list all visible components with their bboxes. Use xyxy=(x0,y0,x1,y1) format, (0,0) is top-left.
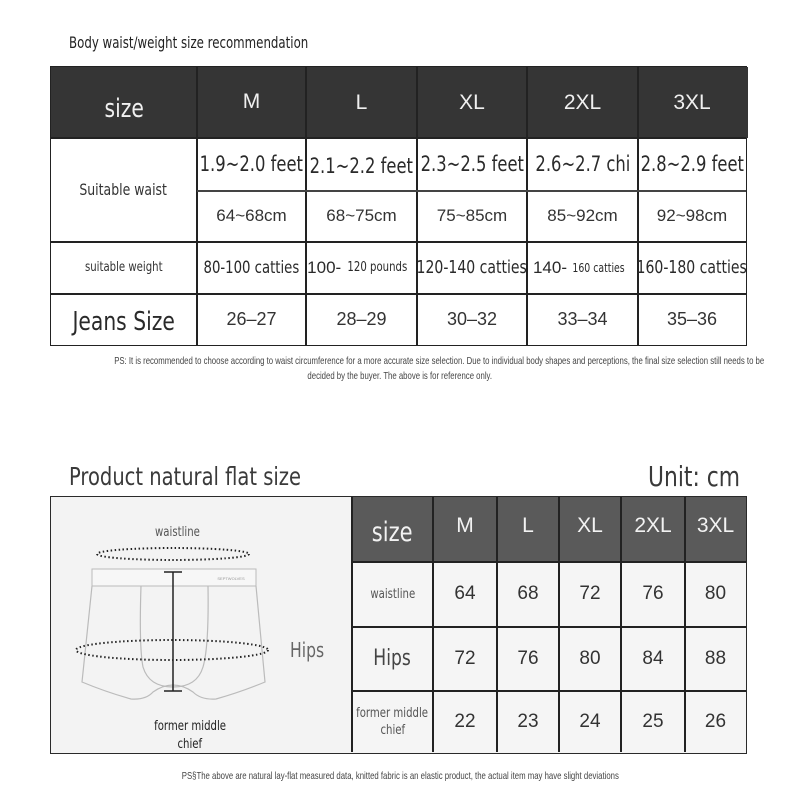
rise-l: 23 xyxy=(497,691,559,752)
weight-m: 80-100 catties xyxy=(203,257,300,278)
divider xyxy=(684,497,686,752)
rise-label: former middle chief xyxy=(154,719,226,752)
waist-feet-2xl: 2.6~2.7 chi xyxy=(535,152,630,176)
waist-feet-m: 1.9~2.0 feet xyxy=(199,152,304,176)
hips-3xl: 88 xyxy=(685,627,746,690)
measurement-diagram xyxy=(51,497,352,752)
size-header-m: M xyxy=(197,67,306,138)
waist-cm-3xl: 92~98cm xyxy=(656,206,728,225)
waist-cm-2xl: 85~92cm xyxy=(547,206,618,225)
jeans-xl: 30–32 xyxy=(446,309,498,329)
waistline-3xl: 80 xyxy=(685,562,746,626)
divider xyxy=(620,497,622,752)
hips-l: 76 xyxy=(497,627,559,690)
waistline-2xl: 76 xyxy=(621,562,685,626)
hips-row-label: Hips xyxy=(352,627,433,690)
rise-xl: 24 xyxy=(559,691,621,752)
flat-size-title: Product natural flat size xyxy=(69,462,302,491)
hips-m: 72 xyxy=(433,627,497,690)
size-header-l: L xyxy=(497,497,559,561)
waist-cm-xl: 75~85cm xyxy=(436,206,508,225)
divider xyxy=(496,497,498,752)
flat-size-table xyxy=(50,496,747,754)
suitable-waist-label: Suitable waist xyxy=(79,180,168,199)
rise-row-label: former middle chief xyxy=(352,691,433,752)
jeans-2xl: 33–34 xyxy=(557,309,608,329)
waistline-label: waistline xyxy=(155,525,200,540)
waistline-l: 68 xyxy=(497,562,559,626)
recommendation-note: PS: It is recommended to choose according to waist circumference for a more accurate size selection. Due to individual body shapes and perceptions, the final size selection still needs to be decided by the buyer. The above is for reference only. xyxy=(114,355,765,382)
size-header-3xl: 3XL xyxy=(638,67,746,138)
jeans-m: 26–27 xyxy=(226,309,277,329)
hips-xl: 80 xyxy=(559,627,621,690)
divider xyxy=(352,561,746,563)
divider xyxy=(558,497,560,752)
rise-3xl: 26 xyxy=(685,691,746,752)
size-header-label: size xyxy=(51,67,197,138)
waist-feet-l: 2.1~2.2 feet xyxy=(309,154,414,178)
flat-size-grid xyxy=(352,497,746,752)
waist-cm-l: 68~75cm xyxy=(326,206,397,225)
size-recommendation-title: Body waist/weight size recommendation xyxy=(69,33,309,52)
size-header-3xl: 3XL xyxy=(685,497,746,561)
hips-label: Hips xyxy=(290,638,325,662)
size-header-2xl: 2XL xyxy=(527,67,638,138)
rise-2xl: 25 xyxy=(621,691,685,752)
rise-m: 22 xyxy=(433,691,497,752)
divider xyxy=(352,626,746,628)
jeans-3xl: 35–36 xyxy=(666,309,718,329)
size-header-xl: XL xyxy=(559,497,621,561)
divider xyxy=(352,690,746,692)
waistline-m: 64 xyxy=(433,562,497,626)
size-header-m: M xyxy=(433,497,497,561)
size-recommendation-table xyxy=(50,66,747,346)
waist-cm-m: 64~68cm xyxy=(216,206,287,225)
weight-l: 100- 120 pounds xyxy=(307,257,408,277)
size-header-2xl: 2XL xyxy=(621,497,685,561)
size-header-label: size xyxy=(352,497,433,561)
size-header-l: L xyxy=(306,67,417,138)
divider xyxy=(351,497,353,752)
measurement-note: PS§The above are natural lay-flat measured data, knitted fabric is an elastic product, the actual item may have slight deviations xyxy=(181,770,619,782)
weight-2xl: 140- 160 catties xyxy=(532,257,625,277)
suitable-weight-label: suitable weight xyxy=(84,260,163,275)
jeans-l: 28–29 xyxy=(336,309,387,329)
waistline-row-label: waistline xyxy=(352,562,433,626)
boxer-briefs-icon xyxy=(51,497,352,752)
weight-xl: 120-140 catties xyxy=(416,257,528,278)
divider xyxy=(432,497,434,752)
weight-3xl: 160-180 catties xyxy=(636,257,748,278)
size-header-xl: XL xyxy=(417,67,527,138)
waist-feet-3xl: 2.8~2.9 feet xyxy=(640,152,744,176)
unit-label: Unit: cm xyxy=(648,460,741,493)
waist-feet-xl: 2.3~2.5 feet xyxy=(420,152,524,176)
waistline-xl: 72 xyxy=(559,562,621,626)
jeans-size-label: Jeans Size xyxy=(72,306,175,337)
hips-2xl: 84 xyxy=(621,627,685,690)
svg-text:SEPTWOLVES: SEPTWOLVES xyxy=(217,576,245,581)
